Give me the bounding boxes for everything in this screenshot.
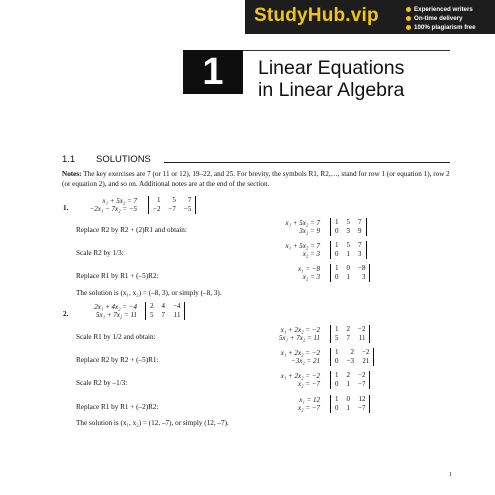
chapter-number: 1 <box>183 50 243 94</box>
augmented-matrix: 1 5 7 −2 −7 −5 <box>148 196 196 214</box>
step-equations: x₁ + 2x₂ = −2 x₂ = −7 <box>280 372 320 388</box>
page-number: 1 <box>449 472 452 478</box>
section-number: 1.1 <box>62 154 76 165</box>
notes-paragraph <box>62 170 452 189</box>
chapter-title-line2: in Linear Algebra <box>258 79 405 101</box>
check-icon <box>406 16 411 21</box>
step-matrix: 1 2 −2 5 7 11 <box>330 325 370 343</box>
system-equations: x₁ + 5x₂ = 7 −2x₁ − 7x₂ = −5 <box>89 197 137 213</box>
step-equations: x₁ = 12 x₂ = −7 <box>298 396 320 412</box>
step-text: Replace R2 by R2 + (2)R1 and obtain: <box>76 226 187 234</box>
step-text: Replace R1 by R1 + (–5)R2: <box>76 272 159 280</box>
step-matrix: 1 2 −2 0 1 −7 <box>330 371 370 389</box>
step-matrix: 1 5 7 0 3 9 <box>330 218 367 236</box>
problem-number: 2. <box>63 310 69 318</box>
step-text: Replace R2 by R2 + (–5)R1: <box>76 356 159 364</box>
chapter-title-line1: Linear Equations <box>258 57 405 79</box>
augmented-matrix: 2 4 −4 5 7 11 <box>145 302 185 320</box>
chapter-rule <box>243 50 450 51</box>
notes-text: The key exercises are 7 (or 11 or 12), 19–22, and 25. For brevity, the symbols R1, R2,…, stand for row 1 (or equation 1), row 2 (or equation 2), and so on. Additional notes are at the end of the section. <box>62 170 450 188</box>
step-equations: x₁ + 5x₂ = 7 x₂ = 3 <box>285 242 320 258</box>
feature-item: 100% plagiarism free <box>406 25 476 31</box>
check-icon <box>406 7 411 12</box>
step-text: Scale R2 by –1/3: <box>76 379 128 387</box>
step-matrix: 1 0 −8 0 1 3 <box>330 264 370 282</box>
step-equations: x₁ + 2x₂ = −2 5x₁ + 7x₂ = 11 <box>278 326 320 342</box>
check-icon <box>406 25 411 30</box>
step-equations: x₁ + 2x₂ = −2 −3x₂ = 21 <box>280 349 320 365</box>
solution-text: The solution is (x₁, x₂) = (–8, 3), or simply (–8, 3). <box>76 289 222 297</box>
system-equations: 2x₁ + 4x₂ = −4 5x₁ + 7x₂ = 11 <box>94 303 137 319</box>
step-text: Scale R2 by 1/3: <box>76 249 124 257</box>
step-matrix: 1 0 12 0 1 −7 <box>330 395 370 413</box>
step-matrix: 1 2 −2 0 −3 21 <box>330 348 374 366</box>
section-title: SOLUTIONS <box>96 154 151 165</box>
step-matrix: 1 5 7 0 1 3 <box>330 241 367 259</box>
step-text: Replace R1 by R1 + (–2)R2: <box>76 403 159 411</box>
section-rule <box>164 162 450 163</box>
feature-item: On-time delivery <box>406 16 463 22</box>
feature-item: Experienced writers <box>406 7 473 13</box>
notes-label: Notes: <box>62 170 82 178</box>
solution-text: The solution is (x₁, x₂) = (12, –7), or simply (12, –7). <box>76 419 229 427</box>
step-text: Scale R1 by 1/2 and obtain: <box>76 333 156 341</box>
brand-logo[interactable]: StudyHub.vip <box>254 5 379 26</box>
step-equations: x₁ + 5x₂ = 7 3x₂ = 9 <box>285 219 320 235</box>
step-equations: x₁ = −8 x₂ = 3 <box>298 265 320 281</box>
problem-number: 1. <box>63 204 69 212</box>
